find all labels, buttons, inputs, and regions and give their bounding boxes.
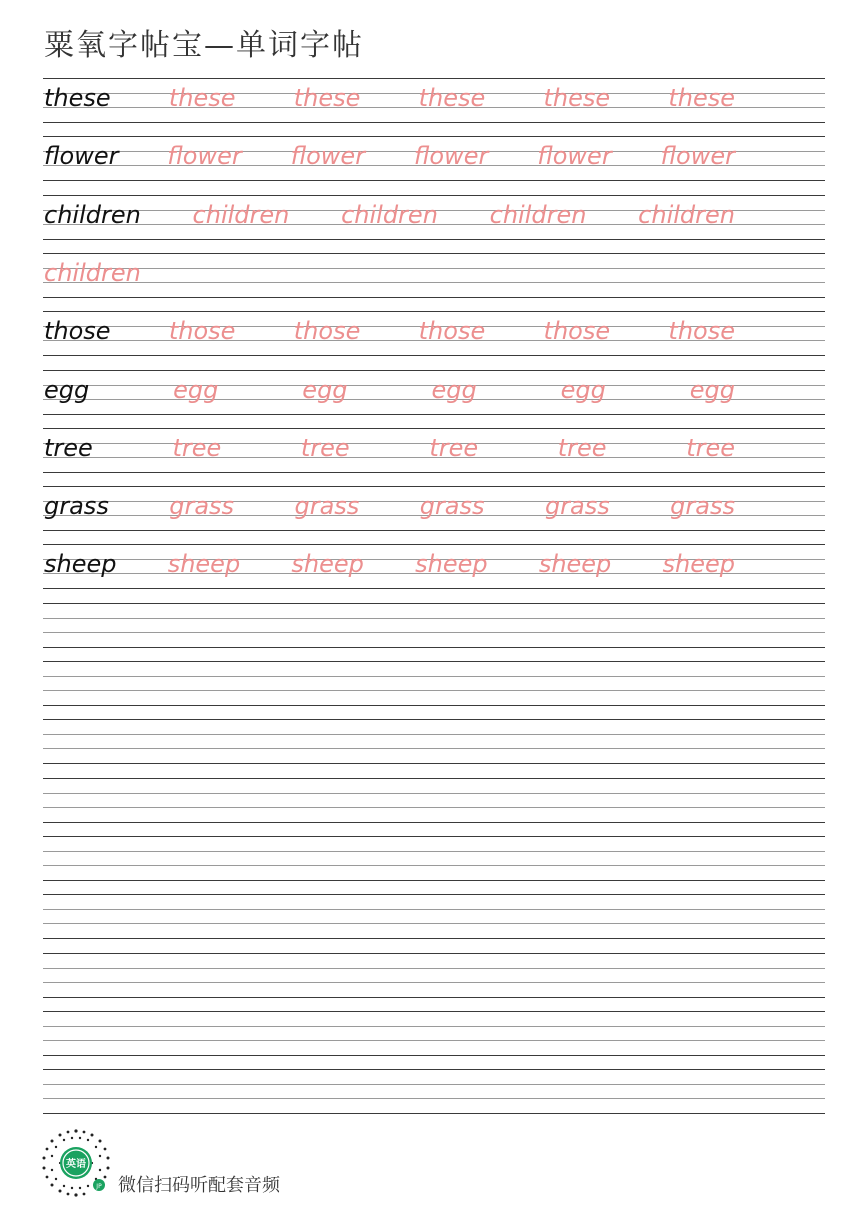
rule-line — [43, 880, 825, 881]
model-word: children — [44, 200, 141, 229]
trace-word: sheep — [662, 550, 735, 579]
rule-line — [43, 1040, 825, 1041]
rule-line — [43, 1026, 825, 1027]
rule-line — [43, 676, 825, 677]
trace-word: these — [293, 84, 361, 112]
trace-word: those — [293, 317, 361, 346]
trace-word: flower — [413, 142, 489, 171]
rule-line — [43, 195, 825, 196]
trace-word: flower — [167, 142, 242, 171]
rule-line — [43, 865, 825, 866]
trace-word: those — [543, 317, 611, 346]
rule-line — [43, 851, 825, 852]
rule-line — [43, 180, 825, 181]
rule-line — [43, 282, 825, 283]
rule-line — [43, 923, 825, 924]
rule-line — [43, 953, 825, 954]
rule-line — [43, 705, 825, 706]
trace-word: children — [44, 258, 141, 287]
trace-word: egg — [302, 375, 348, 404]
rule-line — [43, 836, 825, 837]
rule-line — [43, 428, 825, 429]
rule-line — [43, 1084, 825, 1085]
trace-word: children — [341, 200, 438, 229]
rule-line — [43, 734, 825, 735]
rule-line — [43, 253, 825, 254]
trace-word: those — [418, 317, 486, 346]
rule-line — [43, 632, 825, 633]
rule-line — [43, 544, 825, 545]
rule-line — [43, 588, 825, 589]
model-word: tree — [44, 433, 93, 462]
model-word: sheep — [44, 550, 117, 579]
rule-line — [43, 311, 825, 312]
handwriting-sheet — [43, 78, 825, 1118]
trace-word: sheep — [538, 550, 612, 579]
trace-word: these — [543, 84, 611, 112]
rule-line — [43, 78, 825, 79]
trace-word: these — [418, 84, 486, 112]
rule-line — [43, 1113, 825, 1114]
trace-word: those — [668, 317, 735, 346]
trace-word: grass — [169, 492, 235, 521]
rule-line — [43, 822, 825, 823]
rule-line — [43, 268, 825, 269]
trace-word: tree — [429, 433, 479, 462]
trace-word: egg — [560, 375, 606, 404]
model-word: flower — [44, 142, 119, 171]
trace-word: flower — [537, 142, 612, 171]
rule-line — [43, 719, 825, 720]
trace-word: flower — [660, 142, 735, 171]
rule-line — [43, 763, 825, 764]
rule-line — [43, 618, 825, 619]
rule-line — [43, 603, 825, 604]
rule-line — [43, 938, 825, 939]
trace-word: grass — [670, 492, 735, 521]
rule-line — [43, 647, 825, 648]
qr-code-icon[interactable] — [40, 1127, 112, 1199]
footer — [40, 1127, 360, 1199]
rule-line — [43, 136, 825, 137]
trace-word: egg — [173, 375, 219, 404]
rule-line — [43, 748, 825, 749]
model-word: egg — [44, 375, 90, 404]
rule-line — [43, 894, 825, 895]
rule-line — [43, 793, 825, 794]
rule-line — [43, 1098, 825, 1099]
rule-line — [43, 778, 825, 779]
trace-word: those — [168, 317, 236, 346]
trace-word: grass — [419, 492, 485, 521]
rule-line — [43, 909, 825, 910]
model-word: grass — [44, 492, 109, 521]
trace-word: children — [638, 200, 735, 229]
rule-line — [43, 1069, 825, 1070]
rule-line — [43, 690, 825, 691]
trace-word: sheep — [167, 550, 241, 579]
trace-word: children — [489, 200, 587, 229]
rule-line — [43, 530, 825, 531]
trace-word: egg — [431, 375, 477, 404]
model-word: these — [44, 84, 111, 112]
rule-line — [43, 661, 825, 662]
rule-line — [43, 982, 825, 983]
rule-line — [43, 297, 825, 298]
rule-line — [43, 239, 825, 240]
rule-line — [43, 355, 825, 356]
rule-line — [43, 997, 825, 998]
trace-word: these — [668, 84, 735, 112]
trace-word: children — [192, 200, 290, 229]
rule-line — [43, 414, 825, 415]
rule-line — [43, 1011, 825, 1012]
trace-word: sheep — [415, 550, 488, 579]
rule-line — [43, 486, 825, 487]
trace-word: tree — [686, 433, 735, 462]
model-word: those — [44, 317, 111, 346]
trace-word: tree — [300, 433, 350, 462]
rule-line — [43, 122, 825, 123]
footer-caption: 微信扫码听配套音频 — [118, 1175, 280, 1196]
trace-word: these — [168, 84, 236, 112]
page-title: 粟氧字帖宝—单词字帖 — [44, 28, 364, 63]
trace-word: grass — [544, 492, 610, 521]
trace-word: tree — [557, 433, 607, 462]
rule-line — [43, 370, 825, 371]
rule-line — [43, 968, 825, 969]
qr-badge-text: 英语 — [66, 1159, 86, 1170]
trace-word: grass — [294, 492, 360, 521]
trace-word: tree — [172, 433, 222, 462]
rule-line — [43, 472, 825, 473]
rule-line — [43, 1055, 825, 1056]
rule-line — [43, 807, 825, 808]
trace-word: flower — [290, 142, 366, 171]
trace-word: sheep — [291, 550, 364, 579]
qr-corner-text: JP — [96, 1183, 102, 1190]
trace-word: egg — [689, 375, 735, 404]
